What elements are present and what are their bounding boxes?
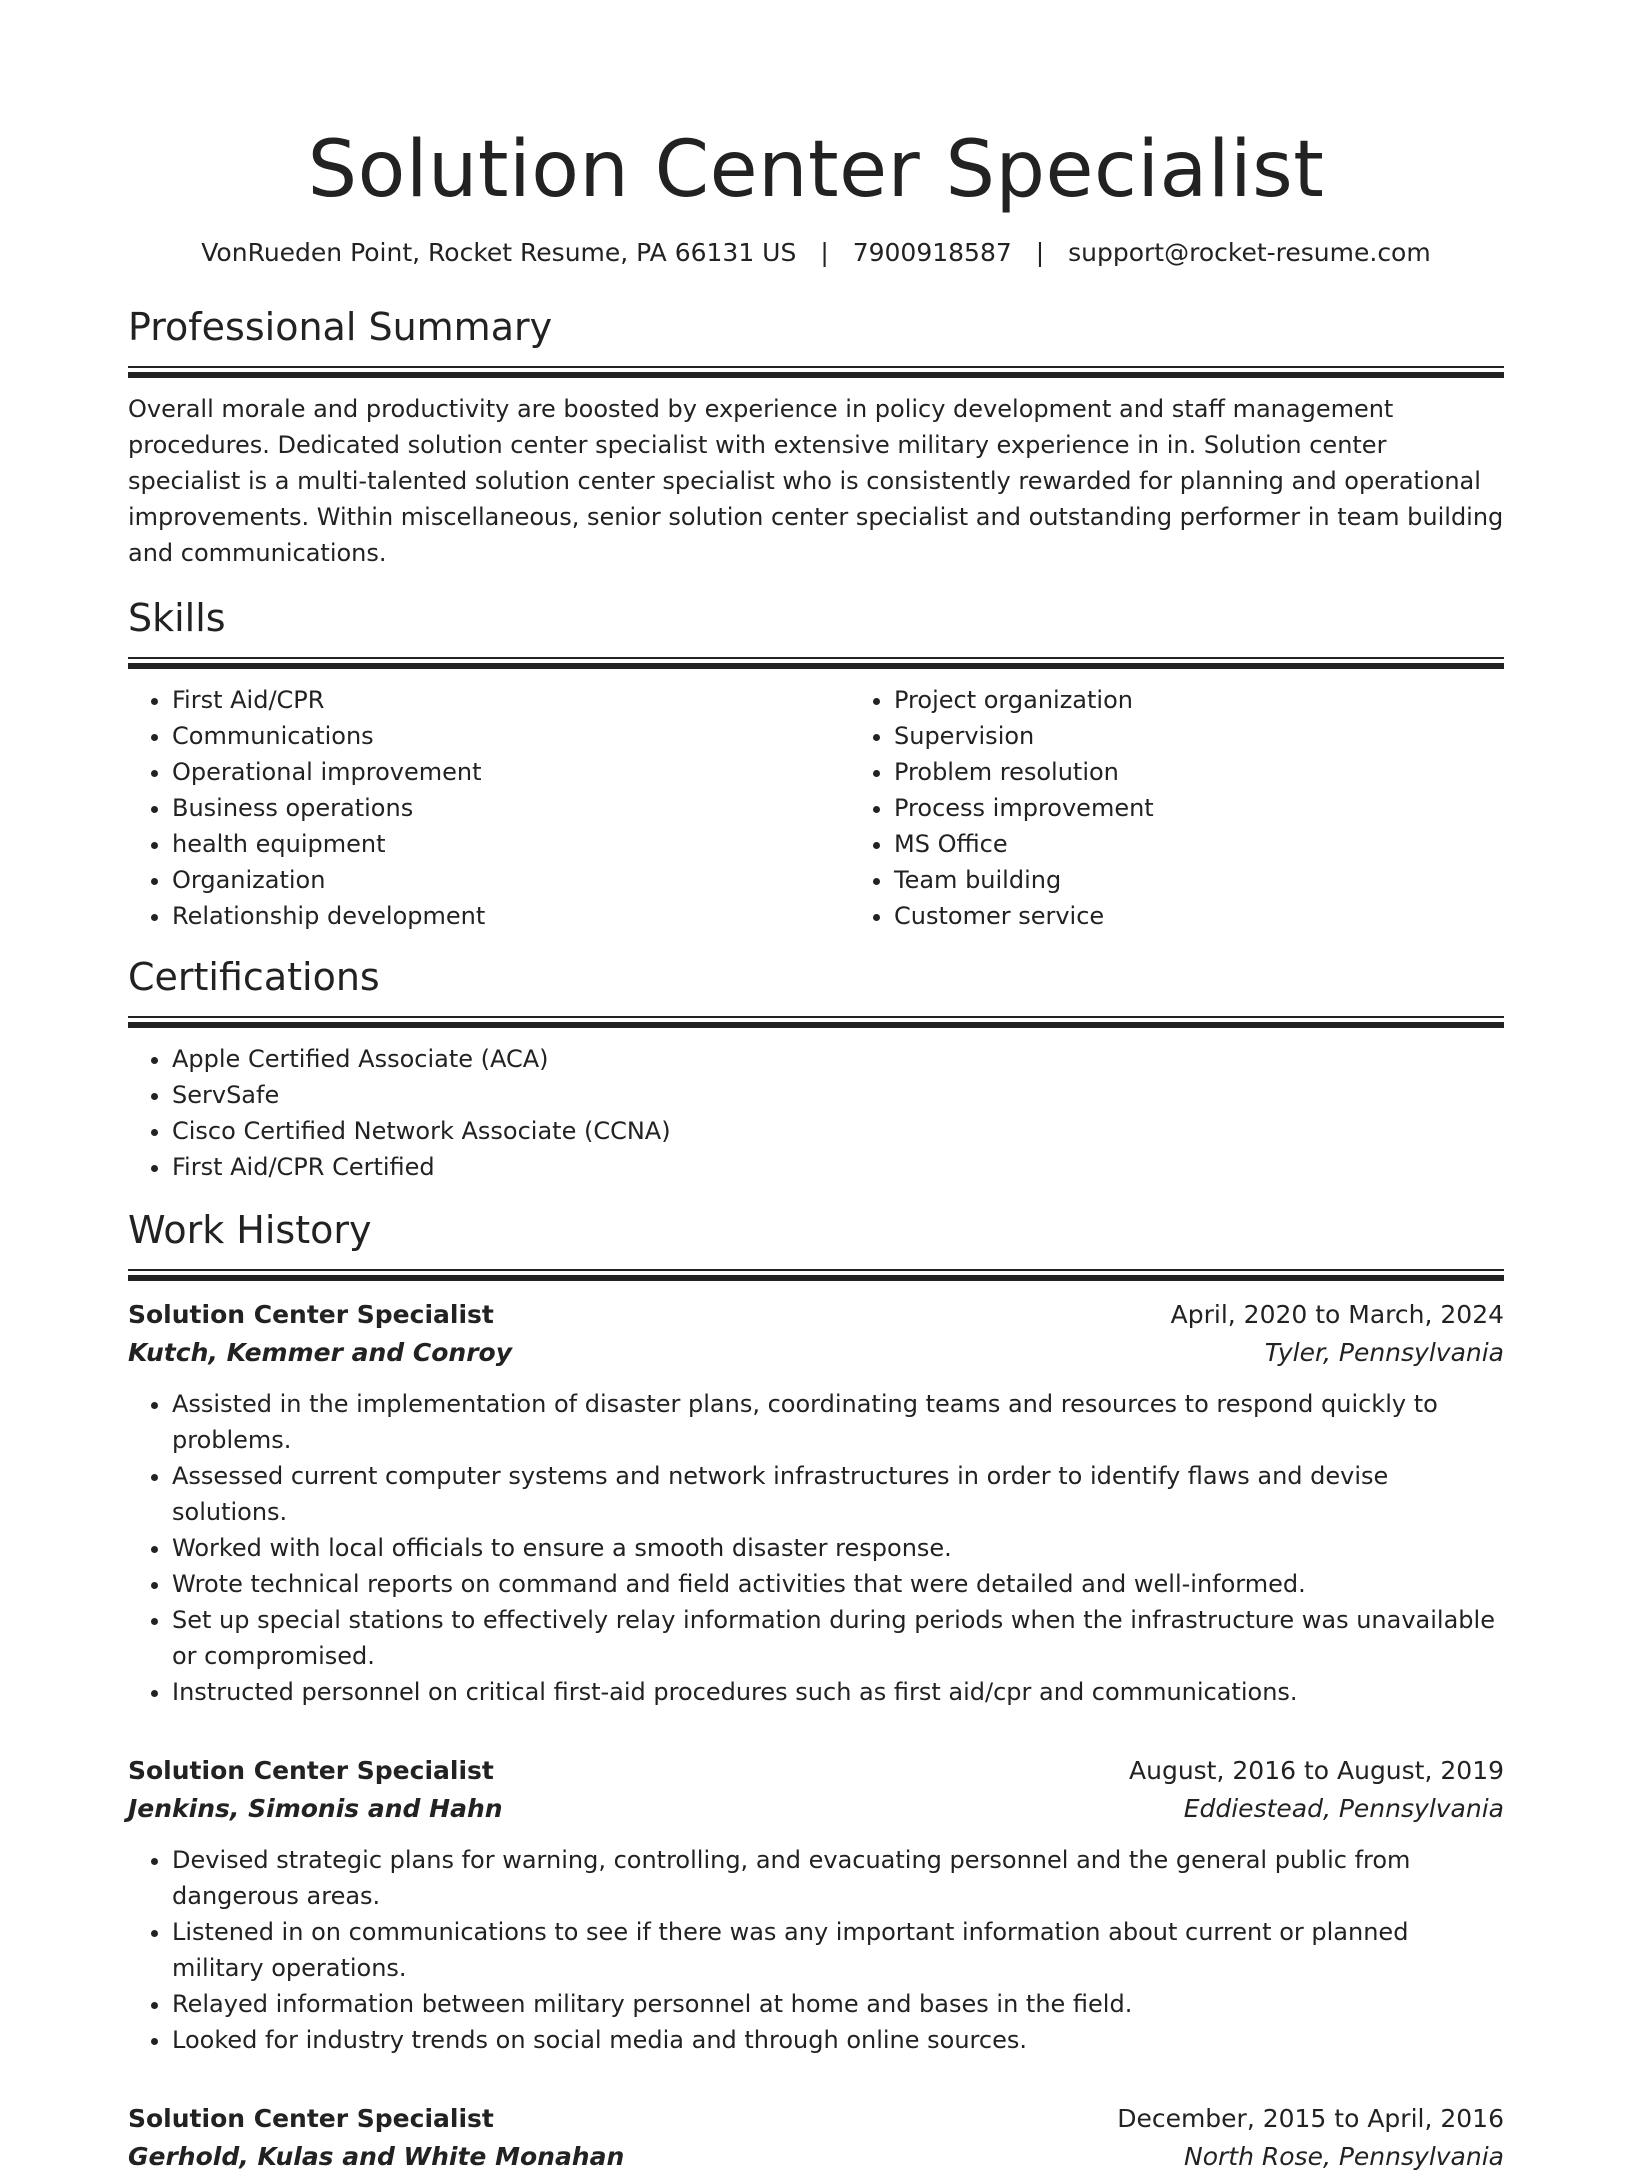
skill-item: • Problem resolution (894, 754, 1572, 790)
certifications-section (128, 954, 1504, 1185)
skill-item: • First Aid/CPR (172, 682, 850, 718)
skill-item: • MS Office (894, 826, 1572, 862)
job-duty: • Assisted in the implementation of disaster plans, coordinating teams and resources to respond quickly to problems. (172, 1386, 1504, 1458)
certifications-list (128, 1041, 1504, 1185)
job-title: Solution Center Specialist (128, 1756, 494, 1785)
certification-item: • Apple Certified Associate (ACA) (172, 1041, 1504, 1077)
resume-name: Solution Center Specialist (307, 125, 1325, 215)
job-duty: • Listened in on communications to see if there was any important information about current or planned military operations. (172, 1914, 1504, 1986)
job-company: Jenkins, Simonis and Hahn (128, 1794, 503, 1823)
job-duties-list (128, 1842, 1504, 2058)
section-divider (128, 1016, 1504, 1027)
job-company-row (128, 2138, 1504, 2176)
section-divider (128, 657, 1504, 668)
certifications-heading: Certifications (128, 955, 380, 999)
job-entry (128, 1752, 1504, 2058)
job-company-row (128, 1334, 1504, 1372)
skills-section (128, 595, 1504, 934)
job-duty: • Set up special stations to effectively relay information during periods when the infrastructure was unavailable or compromised. (172, 1602, 1504, 1674)
summary-heading: Professional Summary (128, 305, 553, 349)
job-company-row (128, 1790, 1504, 1828)
contact-line (128, 236, 1504, 270)
skills-list-left (128, 682, 850, 934)
job-header-row (128, 1296, 1504, 1334)
contact-phone: 7900918587 (852, 238, 1012, 267)
job-location: Tyler, Pennsylvania (1264, 1338, 1504, 1367)
certification-item: • ServSafe (172, 1077, 1504, 1113)
skill-item: • Organization (172, 862, 850, 898)
job-duty: • Instructed personnel on critical first-aid procedures such as first aid/cpr and communications. (172, 1674, 1504, 1710)
job-company: Gerhold, Kulas and White Monahan (128, 2142, 625, 2171)
job-company: Kutch, Kemmer and Conroy (128, 1338, 513, 1367)
job-title: Solution Center Specialist (128, 1300, 494, 1329)
job-duty: • Wrote technical reports on command and field activities that were detailed and well-informed. (172, 1566, 1504, 1602)
section-divider (128, 366, 1504, 377)
skill-item: • health equipment (172, 826, 850, 862)
certification-item: • Cisco Certified Network Associate (CCNA) (172, 1113, 1504, 1149)
skill-item: • Relationship development (172, 898, 850, 934)
section-divider (128, 1269, 1504, 1280)
skill-item: • Operational improvement (172, 754, 850, 790)
job-entry (128, 2100, 1504, 2176)
skill-item: • Supervision (894, 718, 1572, 754)
job-duties-list (128, 1386, 1504, 1710)
resume-page (128, 0, 1504, 2176)
contact-separator: | (1035, 238, 1045, 267)
job-header-row (128, 2100, 1504, 2138)
skills-heading: Skills (128, 596, 226, 640)
job-header-row (128, 1752, 1504, 1790)
contact-address: VonRueden Point, Rocket Resume, PA 66131 US (201, 238, 797, 267)
summary-section (128, 304, 1504, 571)
job-title: Solution Center Specialist (128, 2104, 494, 2133)
certification-item: • First Aid/CPR Certified (172, 1149, 1504, 1185)
skill-item: • Business operations (172, 790, 850, 826)
skills-grid (128, 682, 1504, 934)
job-dates: December, 2015 to April, 2016 (1117, 2104, 1504, 2133)
job-location: Eddiestead, Pennsylvania (1183, 1794, 1504, 1823)
job-dates: August, 2016 to August, 2019 (1129, 1756, 1504, 1785)
skills-list-right (850, 682, 1572, 934)
skill-item: • Process improvement (894, 790, 1572, 826)
job-duty: • Devised strategic plans for warning, controlling, and evacuating personnel and the general public from dangerous areas. (172, 1842, 1504, 1914)
skill-item: • Communications (172, 718, 850, 754)
job-dates: April, 2020 to March, 2024 (1170, 1300, 1504, 1329)
job-duty: • Assessed current computer systems and network infrastructures in order to identify flaws and devise solutions. (172, 1458, 1504, 1530)
skill-item: • Project organization (894, 682, 1572, 718)
job-duty: • Worked with local officials to ensure a smooth disaster response. (172, 1530, 1504, 1566)
job-duty: • Looked for industry trends on social media and through online sources. (172, 2022, 1504, 2058)
skill-item: • Customer service (894, 898, 1572, 934)
contact-separator: | (820, 238, 829, 267)
job-entry (128, 1296, 1504, 1710)
contact-email: support@rocket-resume.com (1068, 238, 1431, 267)
job-location: North Rose, Pennsylvania (1184, 2142, 1504, 2171)
skill-item: • Team building (894, 862, 1572, 898)
job-duty: • Relayed information between military personnel at home and bases in the field. (172, 1986, 1504, 2022)
work-history-section (128, 1207, 1504, 2176)
summary-text: Overall morale and productivity are boosted by experience in policy development and staff management procedures. Dedicated solution center specialist with extensive military experience in in. Solution center specialist is a multi-talented solution center specialist who is consistently rewarded for planning and operational improvements. Within miscellaneous, senior solution center specialist and outstanding performer in team building and communications. (128, 395, 1504, 567)
work-history-heading: Work History (128, 1208, 372, 1252)
